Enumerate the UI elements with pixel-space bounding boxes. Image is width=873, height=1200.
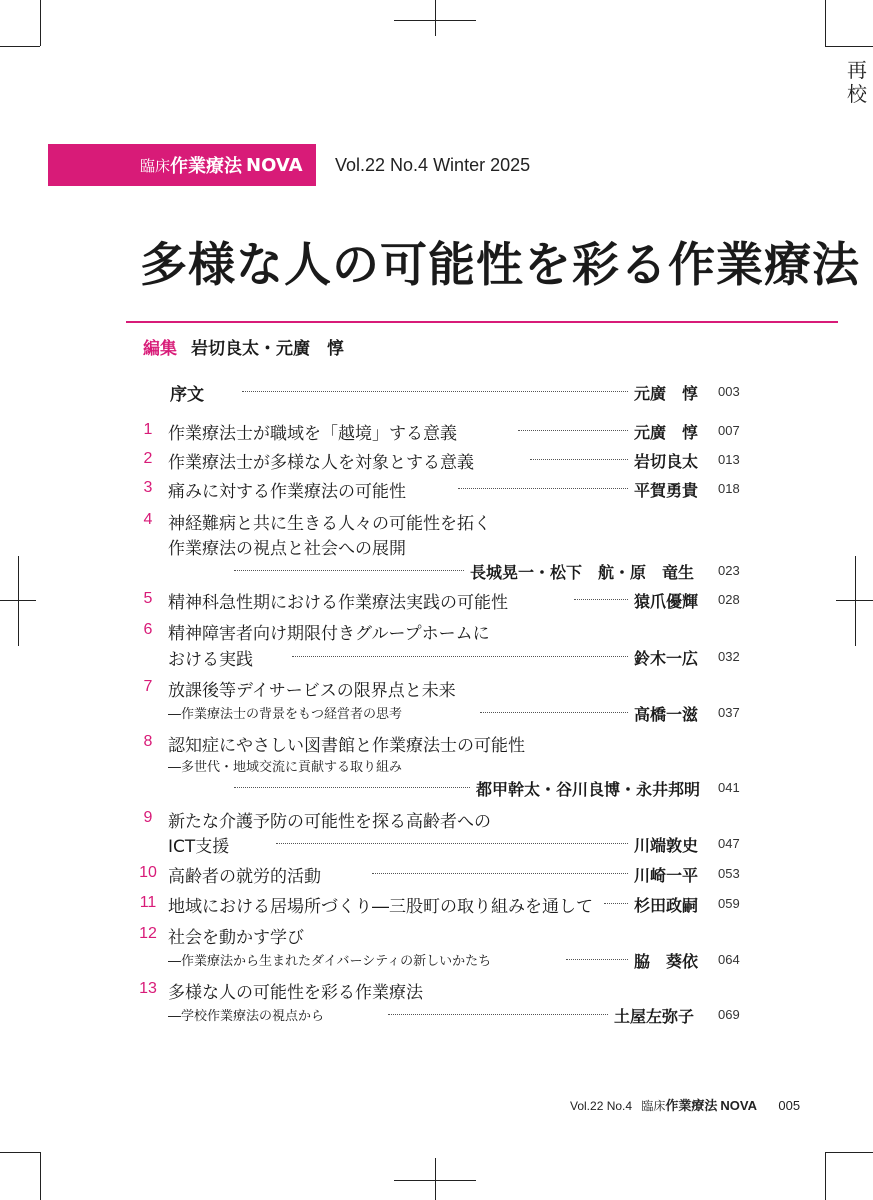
- toc-number: 2: [143, 450, 153, 467]
- toc-title: 精神科急性期における作業療法実践の可能性: [168, 593, 508, 613]
- toc-page: 059: [718, 896, 740, 911]
- toc-title: 放課後等デイサービスの限界点と未来: [168, 681, 456, 701]
- footer-journal-name: 作業療法: [665, 1098, 718, 1113]
- toc-author: 平賀勇貴: [634, 481, 699, 500]
- toc-title: おける実践: [168, 650, 253, 670]
- editor-label: 編集: [143, 339, 177, 359]
- toc-page: 037: [718, 705, 740, 720]
- toc-entry-preface[interactable]: [0, 378, 873, 404]
- toc-number: 4: [143, 511, 153, 528]
- leader-dots: [292, 656, 628, 657]
- toc-page: 007: [718, 423, 740, 438]
- leader-dots: [388, 1014, 608, 1015]
- toc-entry-11[interactable]: [0, 890, 873, 916]
- toc-author: 高橋一滋: [634, 705, 699, 724]
- page-title: 多様な人の可能性を彩る作業療法: [140, 238, 860, 293]
- toc-author: 鈴木一広: [634, 649, 699, 668]
- toc-page: 053: [718, 866, 740, 881]
- toc-title: 認知症にやさしい図書館と作業療法士の可能性: [168, 736, 525, 756]
- toc-title: 新たな介護予防の可能性を探る高齢者への: [168, 812, 491, 832]
- toc-entry-7[interactable]: [0, 674, 873, 700]
- toc-author: 川崎一平: [634, 866, 699, 885]
- toc-entry-4-author-line: [0, 557, 873, 583]
- toc-title: 多様な人の可能性を彩る作業療法: [168, 983, 423, 1003]
- toc-title: 精神障害者向け期限付きグループホームに: [168, 624, 490, 644]
- leader-dots: [234, 570, 464, 571]
- toc-number: 1: [143, 421, 153, 438]
- footer-journal-prefix: 臨床: [641, 1099, 666, 1113]
- toc-author: 都甲幹太・谷川良博・永井邦明: [476, 780, 701, 799]
- toc-subtitle: ―作業療法士の背景をもつ経営者の思考: [168, 707, 403, 722]
- leader-dots: [372, 873, 628, 874]
- toc-entry-8-author-line: [0, 774, 873, 800]
- toc-title: 作業療法士が多様な人を対象とする意義: [168, 453, 474, 473]
- leader-dots: [566, 959, 628, 960]
- footer-volume: Vol.22 No.4: [570, 1099, 633, 1113]
- leader-dots: [458, 488, 628, 489]
- proof-mark: 再校: [847, 58, 867, 106]
- toc-title: 作業療法士が職域を「越境」する意義: [168, 424, 457, 444]
- leader-dots: [480, 712, 628, 713]
- toc-entry-13[interactable]: [0, 976, 873, 1002]
- toc-entry-13-subtitle: [0, 1001, 873, 1027]
- editor-line: [143, 334, 344, 359]
- toc-page: 028: [718, 592, 740, 607]
- toc-subtitle: ―学校作業療法の視点から: [168, 1009, 325, 1024]
- toc-number: 5: [143, 590, 153, 607]
- toc-title: 地域における居場所づくり―三股町の取り組みを通して: [168, 897, 593, 917]
- toc-number: 13: [139, 980, 157, 997]
- journal-name: 作業療法: [170, 156, 243, 177]
- toc-entry-6-line-2: [0, 643, 873, 669]
- toc-entry-4[interactable]: [0, 507, 873, 533]
- toc-title: 社会を動かす学び: [168, 928, 304, 948]
- journal-prefix: 臨床: [140, 156, 171, 175]
- toc-page: 069: [718, 1007, 740, 1022]
- journal-band: [48, 144, 316, 186]
- toc-entry-10[interactable]: [0, 860, 873, 886]
- leader-dots: [604, 903, 628, 904]
- toc-author: 川端敦史: [634, 836, 699, 855]
- toc-title: ICT支援: [168, 837, 230, 857]
- toc-author: 岩切良太: [634, 452, 699, 471]
- toc-page: 013: [718, 452, 740, 467]
- leader-dots: [574, 599, 628, 600]
- toc-title: 作業療法の視点と社会への展開: [168, 539, 406, 559]
- toc-page: 023: [718, 563, 740, 578]
- toc-author: 脇 葵依: [634, 952, 699, 971]
- toc-author: 猿爪優輝: [634, 592, 699, 611]
- toc-title: 痛みに対する作業療法の可能性: [168, 482, 406, 502]
- toc-author: 元廣 惇: [634, 384, 699, 403]
- toc-subtitle: ―多世代・地域交流に貢献する取り組み: [168, 760, 403, 775]
- title-divider: [126, 321, 838, 323]
- toc-entry-1[interactable]: [0, 417, 873, 443]
- toc-entry-2[interactable]: [0, 446, 873, 472]
- leader-dots: [518, 430, 628, 431]
- toc-entry-12[interactable]: [0, 921, 873, 947]
- toc-number: 11: [139, 894, 157, 911]
- toc-number: 9: [143, 809, 153, 826]
- toc-entry-7-subtitle: [0, 699, 873, 725]
- volume-info: Vol.22 No.4 Winter 2025: [335, 155, 531, 175]
- leader-dots: [530, 459, 628, 460]
- toc-title: 高齢者の就労的活動: [168, 867, 321, 887]
- toc-number: 12: [139, 925, 157, 942]
- toc-title: 神経難病と共に生きる人々の可能性を拓く: [168, 514, 491, 534]
- leader-dots: [276, 843, 628, 844]
- toc-page: 064: [718, 952, 740, 967]
- toc-number: 8: [143, 733, 153, 750]
- leader-dots: [242, 391, 628, 392]
- footer-page-number: 005: [778, 1098, 801, 1113]
- toc-entry-9[interactable]: [0, 805, 873, 831]
- footer-journal-brand: NOVA: [720, 1098, 758, 1113]
- toc-page: 047: [718, 836, 740, 851]
- page-footer: [570, 1095, 800, 1114]
- toc-entry-6[interactable]: [0, 617, 873, 643]
- toc-page: 003: [718, 384, 740, 399]
- toc-entry-4-line-2: [0, 532, 873, 558]
- toc-author: 元廣 惇: [634, 423, 699, 442]
- toc-page: 018: [718, 481, 740, 496]
- toc-entry-9-line-2: [0, 830, 873, 856]
- toc-author: 土屋左弥子: [614, 1007, 695, 1026]
- toc-author: 杉田政嗣: [634, 896, 699, 915]
- toc-title: 序文: [170, 385, 204, 405]
- toc-number: 7: [143, 678, 153, 695]
- toc-entry-5[interactable]: [0, 586, 873, 612]
- toc-page: 041: [718, 780, 740, 795]
- toc-number: 10: [139, 864, 157, 881]
- toc-entry-12-subtitle: [0, 946, 873, 972]
- toc-page: 032: [718, 649, 740, 664]
- editor-names: 岩切良太・元廣 惇: [191, 339, 344, 359]
- leader-dots: [234, 787, 470, 788]
- journal-brand: NOVA: [246, 154, 303, 176]
- toc-subtitle: ―作業療法から生まれたダイバーシティの新しいかたち: [168, 954, 492, 969]
- toc-entry-3[interactable]: [0, 475, 873, 501]
- toc-number: 6: [143, 621, 153, 638]
- toc-author: 長城晃一・松下 航・原 竜生: [470, 563, 695, 582]
- toc-number: 3: [143, 479, 153, 496]
